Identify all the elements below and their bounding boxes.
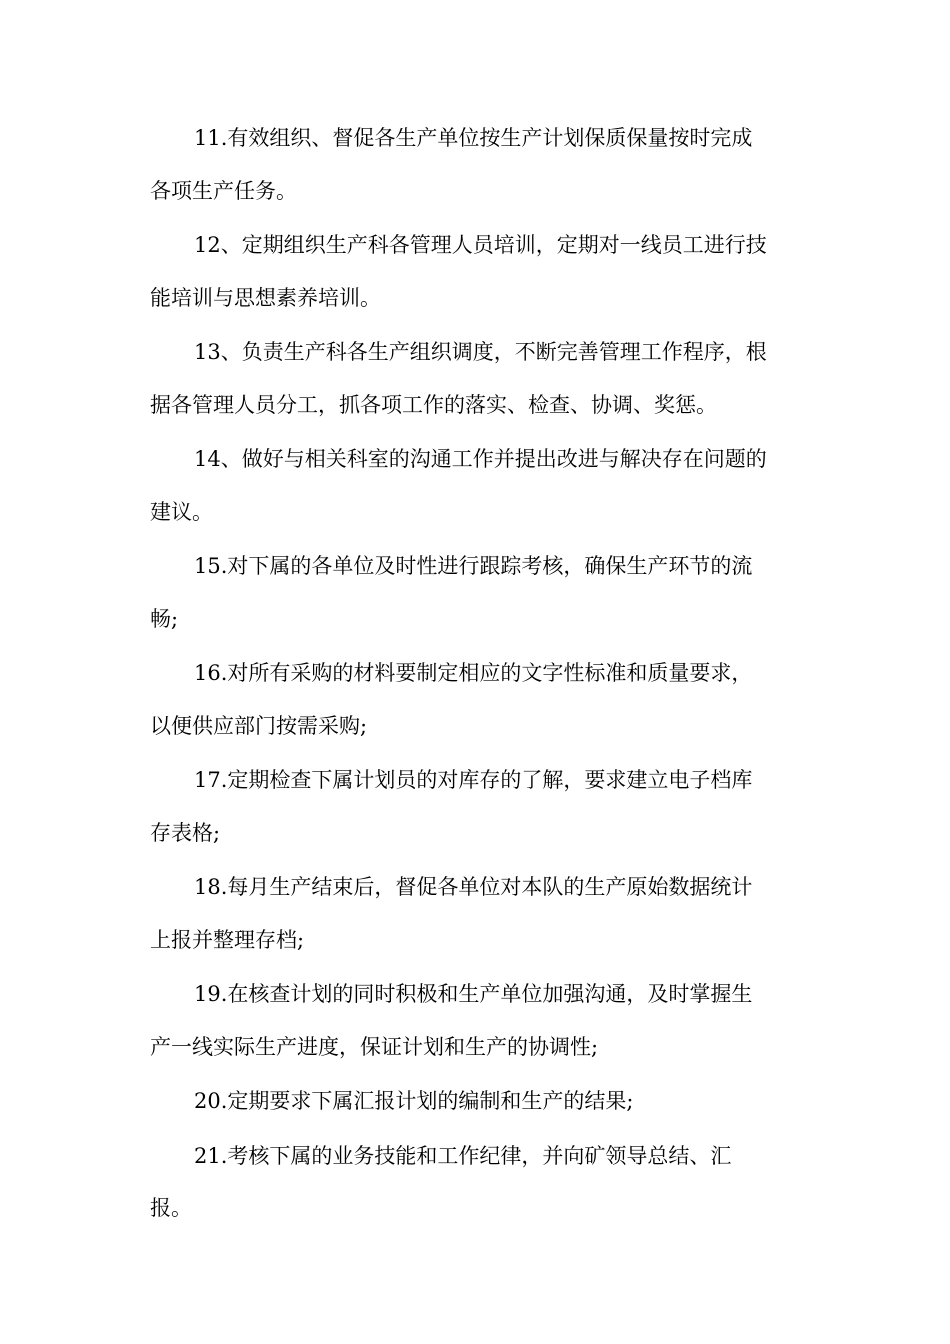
paragraph-line: 19.在核查计划的同时积极和生产单位加强沟通，及时掌握生 bbox=[194, 982, 753, 1006]
paragraph-11 bbox=[150, 112, 800, 217]
paragraph-line: 20.定期要求下属汇报计划的编制和生产的结果; bbox=[194, 1089, 634, 1113]
paragraph-line: 14、做好与相关科室的沟通工作并提出改进与解决存在问题的 bbox=[194, 447, 767, 471]
paragraph-line: 存表格; bbox=[150, 820, 221, 845]
paragraph-15 bbox=[150, 540, 800, 645]
paragraph-line: 报。 bbox=[150, 1196, 192, 1220]
paragraph-line: 17.定期检查下属计划员的对库存的了解，要求建立电子档库 bbox=[194, 768, 753, 792]
paragraph-20 bbox=[150, 1075, 800, 1128]
paragraph-line: 上报并整理存档; bbox=[150, 927, 305, 952]
paragraph-19 bbox=[150, 968, 800, 1073]
paragraph-line: 以便供应部门按需采购; bbox=[150, 713, 368, 738]
paragraph-line: 各项生产任务。 bbox=[150, 178, 297, 203]
paragraph-14 bbox=[150, 433, 800, 538]
paragraph-line: 21.考核下属的业务技能和工作纪律，并向矿领导总结、汇 bbox=[194, 1143, 732, 1168]
paragraph-line: 畅; bbox=[150, 606, 179, 631]
paragraph-line: 能培训与思想素养培训。 bbox=[150, 285, 381, 310]
paragraph-line: 建议。 bbox=[150, 499, 213, 524]
paragraph-18 bbox=[150, 861, 800, 966]
paragraph-line: 产一线实际生产进度，保证计划和生产的协调性; bbox=[150, 1034, 599, 1059]
paragraph-line: 18.每月生产结束后，督促各单位对本队的生产原始数据统计 bbox=[194, 875, 753, 899]
paragraph-line: 13、负责生产科各生产组织调度，不断完善管理工作程序，根 bbox=[194, 340, 767, 364]
paragraph-line: 15.对下属的各单位及时性进行跟踪考核，确保生产环节的流 bbox=[194, 554, 753, 578]
paragraph-line: 据各管理人员分工，抓各项工作的落实、检查、协调、奖惩。 bbox=[150, 392, 717, 417]
paragraph-12 bbox=[150, 219, 800, 324]
paragraph-17 bbox=[150, 754, 800, 859]
paragraph-line: 16.对所有采购的材料要制定相应的文字性标准和质量要求， bbox=[194, 661, 753, 685]
document-body bbox=[150, 112, 800, 1237]
paragraph-line: 12、定期组织生产科各管理人员培训，定期对一线员工进行技 bbox=[194, 233, 767, 257]
paragraph-line: 11.有效组织、督促各生产单位按生产计划保质保量按时完成 bbox=[194, 126, 753, 150]
paragraph-13 bbox=[150, 326, 800, 431]
paragraph-16 bbox=[150, 647, 800, 752]
paragraph-21 bbox=[150, 1130, 800, 1235]
